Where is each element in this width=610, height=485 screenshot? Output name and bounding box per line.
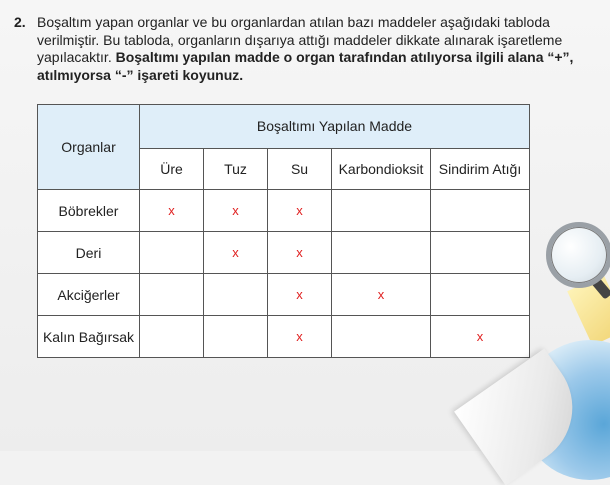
magnifying-glass-icon — [546, 222, 610, 288]
question-block — [14, 14, 592, 84]
table-cell[interactable] — [204, 274, 268, 316]
table-cell[interactable]: x — [268, 316, 332, 358]
column-header-su: Su — [268, 148, 332, 190]
table-row — [38, 190, 530, 232]
table-cell[interactable] — [204, 316, 268, 358]
table-cell[interactable]: x — [140, 190, 204, 232]
table-cell[interactable] — [332, 232, 431, 274]
table-cell[interactable] — [332, 190, 431, 232]
table-cell[interactable] — [140, 232, 204, 274]
table-cell[interactable]: x — [332, 274, 431, 316]
table-cell[interactable]: x — [268, 190, 332, 232]
table-cell[interactable] — [140, 316, 204, 358]
table-cell[interactable] — [431, 274, 530, 316]
table-cell[interactable]: x — [204, 232, 268, 274]
column-header-sindirim-atigi: Sindirim Atığı — [431, 148, 530, 190]
table-cell[interactable]: x — [268, 274, 332, 316]
column-header-ure: Üre — [140, 148, 204, 190]
organ-label: Kalın Bağırsak — [38, 316, 140, 358]
organs-header: Organlar — [38, 105, 140, 190]
question-text-bold: Boşaltımı yapılan madde o organ tarafından atılıyorsa ilgili alana “+”, atılmıyorsa “-” işareti koyunuz. — [37, 49, 574, 83]
table-cell[interactable]: x — [431, 316, 530, 358]
substances-group-header: Boşaltımı Yapılan Madde — [140, 105, 530, 149]
table-cell[interactable]: x — [268, 232, 332, 274]
organ-label: Böbrekler — [38, 190, 140, 232]
table-cell[interactable] — [431, 232, 530, 274]
table-cell[interactable] — [332, 316, 431, 358]
organ-label: Akciğerler — [38, 274, 140, 316]
organ-label: Deri — [38, 232, 140, 274]
question-text — [37, 14, 592, 84]
table-cell[interactable] — [140, 274, 204, 316]
question-number: 2. — [14, 14, 26, 30]
table-cell[interactable]: x — [204, 190, 268, 232]
question-text-normal: Boşaltım yapan organlar ve bu organlardan atılan bazı maddeler aşağıdaki tabloda verilmiştir. Bu tabloda, organların dışarıya attığı maddeler dikkate alınarak işaretleme yapılacaktır. — [37, 14, 563, 65]
column-header-karbondioksit: Karbondioksit — [332, 148, 431, 190]
table-cell[interactable] — [431, 190, 530, 232]
table-row — [38, 274, 530, 316]
substance-table — [37, 104, 530, 358]
table-row — [38, 232, 530, 274]
column-header-tuz: Tuz — [204, 148, 268, 190]
table-row — [38, 316, 530, 358]
